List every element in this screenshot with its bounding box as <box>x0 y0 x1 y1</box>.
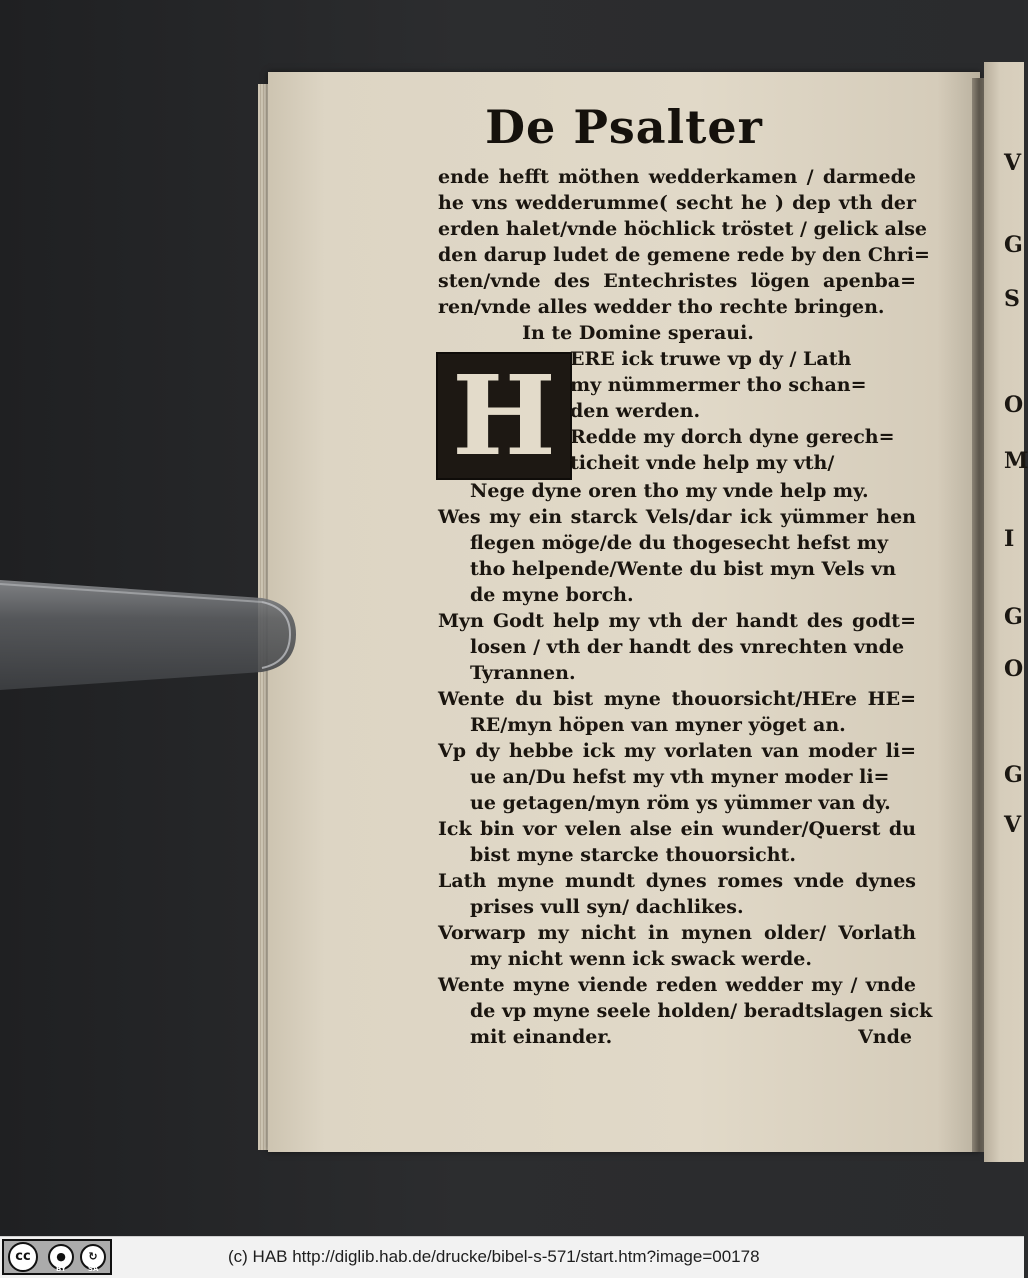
next-page-letter: S <box>1004 286 1020 312</box>
text-line: my nümmermer tho schan= <box>570 374 867 396</box>
text-line: Vorwarp my nicht in mynen older/ Vorlath <box>438 922 916 944</box>
next-page-letter: O <box>1004 656 1024 682</box>
catchword: Vnde <box>858 1026 912 1048</box>
by-label: BY <box>56 1265 67 1273</box>
text-line: flegen möge/de du thogesecht hefst my <box>470 532 888 554</box>
text-line: tho helpende/Wente du bist myn Vels vn <box>470 558 897 580</box>
text-line: mit einander. <box>470 1026 613 1048</box>
next-page-letter: V <box>1004 812 1022 838</box>
text-line: losen / vth der handt des vnrechten vnde <box>470 636 905 658</box>
text-line: Lath myne mundt dynes romes vnde dynes <box>438 870 916 892</box>
text-line: Ick bin vor velen alse ein wunder/Querst du <box>438 818 916 840</box>
text-line: sten/vnde des Entechristes lögen apenba= <box>438 270 916 292</box>
text-line: ERE ick truwe vp dy / Lath <box>570 348 852 370</box>
running-head: De Psalter <box>485 100 763 154</box>
text-line: erden halet/vnde höchlick tröstet / gelick alse <box>438 218 927 240</box>
text-line: ue getagen/myn röm ys yümmer van dy. <box>470 792 891 814</box>
text-line: prises vull syn/ dachlikes. <box>470 896 744 918</box>
next-page-letter: G <box>1004 762 1023 788</box>
text-line: de myne borch. <box>470 584 634 606</box>
decorated-initial <box>436 352 572 480</box>
text-line: Wente du bist myne thouorsicht/HEre HE= <box>438 688 916 710</box>
cc-icon: cc <box>8 1242 38 1272</box>
text-line: RE/myn höpen van myner yöget an. <box>470 714 846 736</box>
text-line: Tyrannen. <box>470 662 576 684</box>
footer-bar <box>0 1236 1024 1278</box>
next-page-letter: G <box>1004 604 1023 630</box>
text-line: den werden. <box>570 400 701 422</box>
text-line: Nege dyne oren tho my vnde help my. <box>470 480 869 502</box>
text-line: Redde my dorch dyne gerech= <box>570 426 895 448</box>
text-line: ren/vnde alles wedder tho rechte bringen. <box>438 296 885 318</box>
text-line: Wes my ein starck Vels/dar ick yümmer hen <box>438 506 916 528</box>
next-page-letter: O <box>1004 392 1024 418</box>
text-line: Myn Godt help my vth der handt des godt= <box>438 610 916 632</box>
text-line: bist myne starcke thouorsicht. <box>470 844 796 866</box>
cc-license-badge[interactable] <box>2 1239 112 1275</box>
next-page-letter: G <box>1004 232 1023 258</box>
text-line: de vp myne seele holden/ beradtslagen sick <box>470 1000 933 1022</box>
text-line: Vp dy hebbe ick my vorlaten van moder li= <box>438 740 916 762</box>
attribution-text: (c) HAB http://diglib.hab.de/drucke/bibel-s-571/start.htm?image=00178 <box>228 1247 760 1266</box>
next-page-letter: I <box>1004 526 1015 552</box>
text-line: Wente myne viende reden wedder my / vnde <box>438 974 916 996</box>
text-line: he vns wedderumme( secht he ) dep vth der <box>438 192 916 214</box>
text-line: In te Domine speraui. <box>522 322 754 344</box>
text-line: den darup ludet de gemene rede by den Chri= <box>438 244 930 266</box>
text-line: ende hefft möthen wedderkamen / darmede <box>438 166 916 188</box>
next-page-letter: V <box>1004 150 1022 176</box>
glass-clamp <box>0 578 296 690</box>
initial-letter: H <box>452 351 556 480</box>
next-page-letter: M <box>1004 448 1028 474</box>
share-alike-icon: ↻ <box>80 1244 106 1270</box>
sa-label: SA <box>88 1265 99 1273</box>
attribution-icon: ● <box>48 1244 74 1270</box>
text-line: my nicht wenn ick swack werde. <box>470 948 812 970</box>
text-line: ticheit vnde help my vth/ <box>570 452 835 474</box>
text-line: ue an/Du hefst my vth myner moder li= <box>470 766 890 788</box>
